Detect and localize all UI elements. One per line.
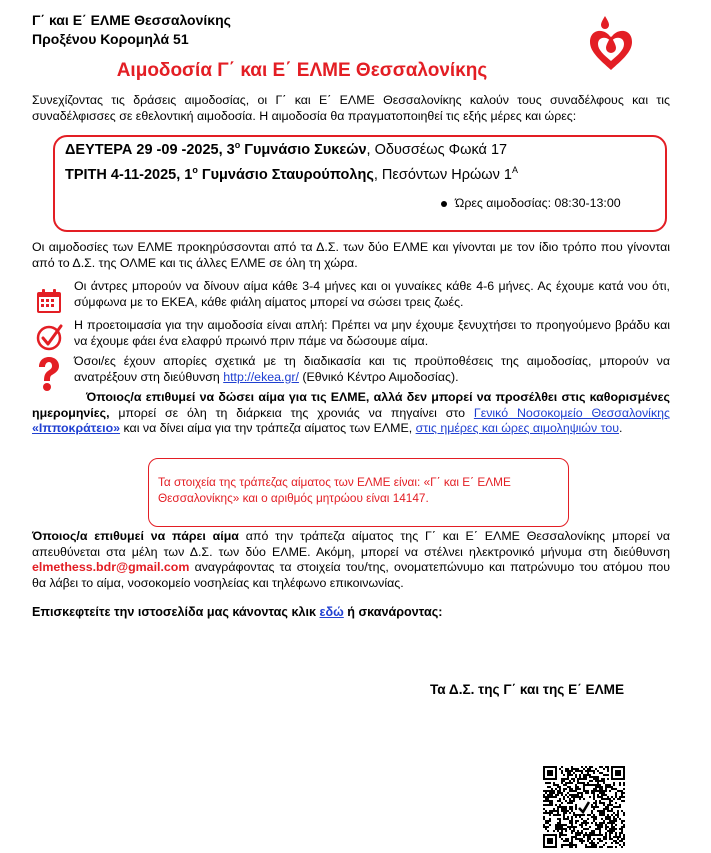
other-dates-end: . <box>619 421 623 435</box>
elme-paragraph: Οι αιμοδοσίες των ΕΛΜΕ προκηρύσσονται από τα Δ.Σ. των δύο ΕΛΜΕ και γίνονται με τον ίδιο τρόπο που γίνονται από το Δ.Σ. της ΟΛΜΕ και τις άλλες ΕΛΜΕ σε όλη τη χώρα. <box>32 240 670 270</box>
receive-blood-text-2: αναγράφοντας τα στοιχεία του/της, ονοματεπώνυμο και πατρώνυμο του ατόμου που θα λάβει το αίμα, νοσοκομείο νοσηλείας και τηλέφωνο επικοινωνίας. <box>32 560 670 590</box>
checkmark-icon <box>36 323 64 356</box>
donation-hours-text: Ώρες αιμοδοσίας: 08:30-13:00 <box>455 196 621 210</box>
intro-paragraph: Συνεχίζοντας τις δράσεις αιμοδοσίας, οι Γ΄ και Ε΄ ΕΛΜΕ Θεσσαλονίκης καλούν τους συναδέλφους και τις συναδέλφισσες σε εθελοντική αιμοδοσία. Η αιμοδοσία θα πραγματοποιηθεί τις εξής μέρες και ώρες: <box>32 93 670 123</box>
date-2-place: Γυμνάσιο Σταυρούπολης <box>197 166 374 183</box>
page-title: Αιμοδοσία Γ΄ και Ε΄ ΕΛΜΕ Θεσσαλονίκης <box>116 60 488 81</box>
tip-preparation: Η προετοιμασία για την αιμοδοσία είναι απλή: Πρέπει να μην έχουμε ξενυχτήσει το προηγούμενο βράδυ και να έχουμε φάει ένα ελαφρύ πρωινό πριν πάμε να δώσουμε αίμα. <box>74 318 670 348</box>
visit-line <box>32 605 442 619</box>
other-dates-text-2: και να δίνει αίμα για την τράπεζα αίματος των ΕΛΜΕ, <box>120 421 416 435</box>
bank-text-3: . <box>425 491 429 505</box>
other-dates-paragraph <box>32 390 670 437</box>
calendar-icon <box>36 288 62 319</box>
date-1-day: ΔΕΥΤΕΡΑ 29 -09 -2025, 3 <box>65 141 235 158</box>
donation-hours <box>441 196 621 210</box>
date-2-day: ΤΡΙΤΗ 4-11-2025, 1 <box>65 166 193 183</box>
other-dates-text: μπορεί σε όλη τη διάρκεια της χρονιάς να πηγαίνει στο <box>109 405 474 420</box>
hours-link[interactable]: στις ημέρες και ώρες αιμοληψιών του <box>415 421 620 435</box>
bank-text-1: Τα στοιχεία της τράπεζας αίματος των ΕΛΜΕ είναι: <box>158 475 424 489</box>
org-name: Γ΄ και Ε΄ ΕΛΜΕ Θεσσαλονίκης <box>32 12 231 28</box>
qr-code[interactable] <box>543 766 625 853</box>
hospital-link-text: Γενικό Νοσοκομείο Θεσσαλονίκης <box>473 405 670 420</box>
contact-email[interactable]: elmethess.bdr@gmail.com <box>32 560 190 574</box>
ekea-link[interactable]: http://ekea.gr/ <box>223 369 299 384</box>
receive-blood-text: από την τράπεζα αίματος της Γ΄ και Ε΄ ΕΛΜΕ Θεσσαλονίκης μπορεί να απευθύνεται στα μέλη των Δ.Σ. των δύο ΕΛΜΕ. Ακόμη, μπορεί να στέλνει ηλεκτρονικό μήνυμα στη διεύθυνση <box>32 529 671 559</box>
receive-blood-bold: Όποιος/α επιθυμεί να πάρει αίμα <box>32 529 239 543</box>
bank-name: «Γ΄ και Ε΄ ΕΛΜΕ Θεσσαλονίκης» <box>158 475 511 505</box>
signature: Τα Δ.Σ. της Γ΄ και της Ε΄ ΕΛΜΕ <box>430 682 625 697</box>
tip-questions-text: Όσοι/ες έχουν απορίες σχετικά με τη διαδικασία και τις προϋποθέσεις της αιμοδοσίας, μπορούν να ανατρέξουν στη διεύθυνση <box>74 354 670 384</box>
tip-questions-suffix: (Εθνικό Κέντρο Αιμοδοσίας). <box>298 369 459 384</box>
date-2-address-sup: Α <box>511 165 518 175</box>
date-line-1 <box>65 140 507 158</box>
date-1-place: Γυμνάσιο Συκεών <box>240 141 367 158</box>
date-2-sup: ο <box>192 165 198 175</box>
bank-text-2: και ο αριθμός μητρώου είναι <box>239 491 393 505</box>
date-1-address: , Οδυσσέως Φωκά 17 <box>366 141 508 158</box>
receive-blood-paragraph <box>32 529 670 591</box>
other-dates-bold: Όποιος/α επιθυμεί να δώσει αίμα για τις ΕΛΜΕ, αλλά δεν μπορεί να προσέλθει στις καθορισμένες ημερομηνίες, <box>32 390 670 420</box>
tip-questions <box>74 354 670 385</box>
date-1-sup: ο <box>234 140 241 150</box>
date-line-2 <box>65 165 518 183</box>
visit-text: Επισκεφτείτε την ιστοσελίδα μας κάνοντας κλικ <box>32 605 320 619</box>
tip-frequency: Οι άντρες μπορούν να δίνουν αίμα κάθε 3-4 μήνες και οι γυναίκες κάθε 4-6 μήνες. Ας έχουμε κατά νου ότι, σύμφωνα με το ΕΚΕΑ, κάθε φιάλη αίματος μπορεί να σώσει τρεις ζωές. <box>74 279 670 309</box>
org-header <box>32 11 231 49</box>
bullet-icon <box>441 201 447 207</box>
org-address: Προξένου Κορομηλά 51 <box>32 31 189 47</box>
website-link[interactable]: εδώ <box>319 605 344 619</box>
bank-number: 14147 <box>392 491 426 505</box>
date-2-address: , Πεσόντων Ηρώων 1 <box>373 166 512 183</box>
blood-bank-info <box>158 474 528 506</box>
hospital-link-bold: «Ιπποκράτειο» <box>32 421 121 435</box>
visit-text-2: ή σκανάροντας: <box>343 605 443 619</box>
